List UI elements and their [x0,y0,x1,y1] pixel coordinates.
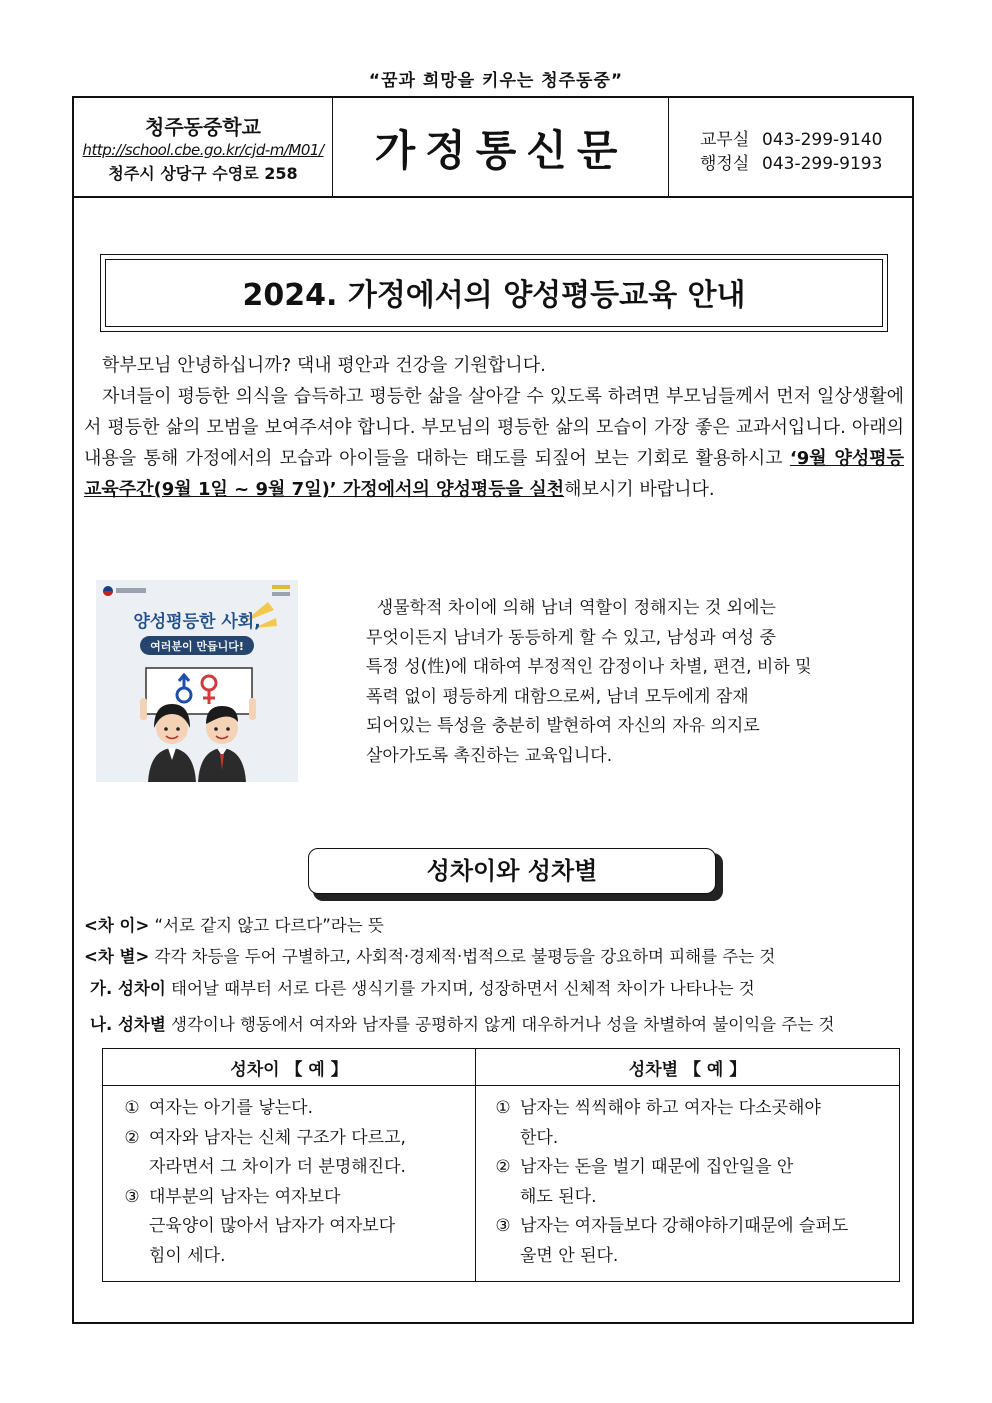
contact-label: 교무실 [700,130,750,150]
header-divider-right [668,96,669,196]
paper-title: 가정통신문 [374,126,628,175]
description-line: 살아가도록 촉진하는 교육입니다. [366,745,613,766]
school-motto: “꿈과 희망을 키우는 청주동중” [368,71,624,91]
description-line: 무엇이든지 남녀가 동등하게 할 수 있고, 남성과 여성 중 [366,627,776,648]
school-url-link[interactable]: http://school.cbe.go.kr/cjd-m/M01/ [82,141,324,159]
list-item: ① 여자는 아기를 낳는다. [124,1098,314,1118]
table-header-discrimination: 성차별 【 예 】 [476,1049,900,1086]
comparison-table [102,1048,900,1282]
section-title-box [308,848,718,898]
education-description [366,594,896,771]
list-item: ② 여자와 남자는 신체 구조가 다르고, 자라면서 그 차이가 더 분명해진다. [124,1127,406,1177]
list-item: ② 남자는 돈을 벌기 때문에 집안일을 안 해도 된다. [495,1157,794,1207]
definition-gender-discrimination: 나. 성차별 생각이나 행동에서 여자와 남자를 공평하지 않게 대우하거나 성을 차별하여 불이익을 주는 것 [90,1015,835,1034]
header-divider-left [332,96,333,196]
intro-text [84,350,904,505]
table-header-difference: 성차이 【 예 】 [103,1049,476,1086]
school-address: 청주시 상당구 수영로 258 [108,164,298,183]
intro-paragraph: 자녀들이 평등한 의식을 습득하고 평등한 삶을 살아갈 수 있도록 하려면 부모님들께서 먼저 일상생활에서 평등한 삶의 모범을 보여주셔야 합니다. 부모님의 평등한 삶의 모습이 가장 좋은 교과서입니다. 아래의 내용을 통해 가정에서의 모습과 아이들을 대하는 태도를 되짚어 보는 기회로 활용하시고 ‘9월 양성평등 교육주간(9월 1일 ~ 9월 7일)’ 가정에서의 양성평등을 실천해보시기 바랍니다. [84,386,905,500]
description-line: 폭력 없이 평등하게 대함으로써, 남녀 모두에게 잠재 [366,686,749,707]
list-item: ① 남자는 씩씩해야 하고 여자는 다소곳해야 한다. [495,1098,821,1148]
description-line: 되어있는 특성을 충분히 발현하여 자신의 자유 의지로 [366,716,760,736]
contact-phone: 043-299-9193 [762,154,883,174]
definition-discrimination: <차 별> 각각 차등을 두어 구별하고, 사회적·경제적·법적으로 불평등을 강요하며 피해를 주는 것 [84,947,776,966]
poster-subline: 여러분이 만듭니다! [150,640,244,653]
school-name: 청주동중학교 [145,115,261,139]
definition-gender-difference: 가. 성차이 태어날 때부터 서로 다른 생식기를 가지며, 성장하면서 신체적 차이가 나타나는 것 [90,979,755,998]
difference-examples [103,1086,476,1282]
contact-admin [700,149,882,174]
intro-greeting: 학부모님 안녕하십니까? 댁내 평안과 건강을 기원합니다. [102,355,546,376]
list-item: ③ 남자는 여자들보다 강해야하기때문에 슬퍼도 울면 안 된다. [495,1216,849,1266]
description-line: 특정 성(性)에 대하여 부정적인 감정이나 차별, 편견, 비하 및 [366,657,812,677]
description-line: 생물학적 차이에 의해 남녀 역할이 정해지는 것 외에는 [366,598,776,618]
gender-equality-poster [96,580,298,782]
header-divider [72,196,914,198]
contact-phone: 043-299-9140 [762,130,883,150]
definitions [84,912,914,1032]
definition-difference: <차 이> “서로 같지 않고 다르다”라는 뜻 [84,916,384,935]
contact-label: 행정실 [700,154,750,174]
intro-emphasis: ‘9월 양성평등 교육주간(9월 1일 ~ 9월 7일)’ 가정에서의 양성평등을 실천 [84,448,905,500]
section-title: 성차이와 성차별 [308,848,716,894]
poster-headline: 양성평등한 사회, [133,612,261,632]
contact-office [700,125,882,150]
list-item: ③ 대부분의 남자는 여자보다 근육양이 많아서 남자가 여자보다 힘이 세다. [124,1186,396,1266]
main-title: 2024. 가정에서의 양성평등교육 안내 [242,278,746,313]
discrimination-examples [476,1086,900,1282]
